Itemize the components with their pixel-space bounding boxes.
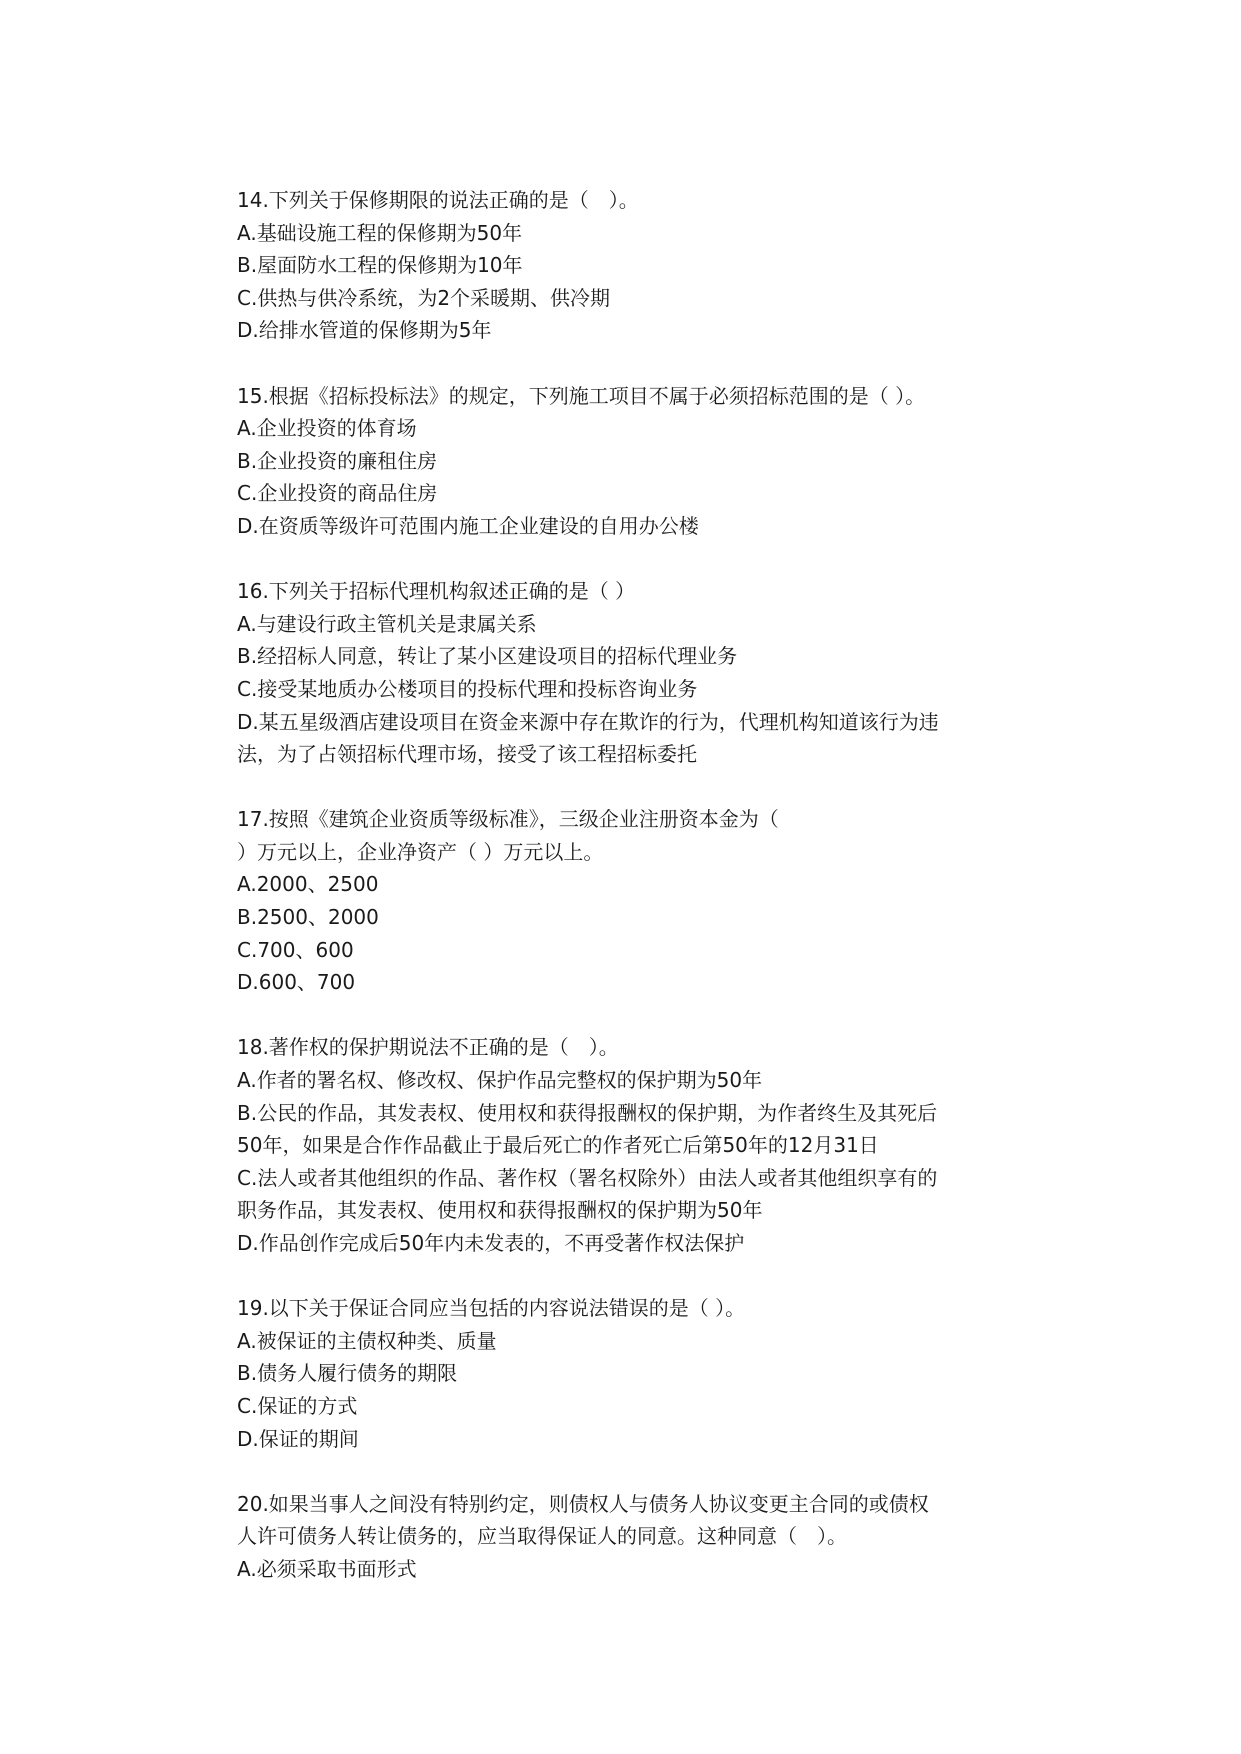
question-stem-continued: 人许可债务人转让债务的，应当取得保证人的同意。这种同意（ ）。 [237, 1524, 847, 1549]
question-list [237, 184, 1017, 1618]
option-d: D.给排水管道的保修期为5年 [237, 318, 492, 343]
question-stem: 17.按照《建筑企业资质等级标准》，三级企业注册资本金为（ [237, 807, 779, 832]
question-19 [237, 1292, 1017, 1455]
option-d: D.保证的期间 [237, 1426, 359, 1451]
option-a: A.企业投资的体育场 [237, 416, 417, 441]
question-17 [237, 803, 1017, 999]
question-15 [237, 380, 1017, 543]
option-c: C.企业投资的商品住房 [237, 481, 438, 506]
option-c: C.法人或者其他组织的作品、著作权（署名权除外）由法人或者其他组织享有的 [237, 1165, 938, 1190]
option-a: A.基础设施工程的保修期为50年 [237, 220, 523, 245]
option-d: D.在资质等级许可范围内施工企业建设的自用办公楼 [237, 513, 699, 538]
option-c: C.供热与供冷系统，为2个采暖期、供冷期 [237, 285, 611, 310]
option-c-continued: 职务作品，其发表权、使用权和获得报酬权的保护期为50年 [237, 1198, 763, 1223]
question-stem: 14.下列关于保修期限的说法正确的是（ ）。 [237, 188, 639, 212]
option-b: B.2500、2000 [237, 905, 379, 930]
option-b: B.公民的作品，其发表权、使用权和获得报酬权的保护期，为作者终生及其死后 [237, 1100, 938, 1125]
option-b: B.债务人履行债务的期限 [237, 1361, 458, 1386]
question-stem: 16.下列关于招标代理机构叙述正确的是（ ） [237, 579, 636, 604]
option-c: C.700、600 [237, 937, 354, 962]
option-b: B.企业投资的廉租住房 [237, 448, 438, 473]
question-stem-continued: ）万元以上，企业净资产（ ）万元以上。 [237, 839, 604, 864]
option-a: A.作者的署名权、修改权、保护作品完整权的保护期为50年 [237, 1068, 763, 1093]
option-d: D.作品创作完成后50年内未发表的，不再受著作权法保护 [237, 1231, 745, 1255]
option-c: C.接受某地质办公楼项目的投标代理和投标咨询业务 [237, 676, 698, 701]
question-16 [237, 575, 1017, 771]
question-18 [237, 1031, 1017, 1259]
question-14 [237, 184, 1017, 347]
option-b-continued: 50年，如果是合作作品截止于最后死亡的作者死亡后第50年的12月31日 [237, 1133, 879, 1158]
question-stem: 19.以下关于保证合同应当包括的内容说法错误的是（ ）。 [237, 1296, 746, 1321]
option-b: B.屋面防水工程的保修期为10年 [237, 253, 523, 278]
option-d: D.某五星级酒店建设项目在资金来源中存在欺诈的行为，代理机构知道该行为违 [237, 709, 939, 734]
question-stem: 18.著作权的保护期说法不正确的是（ ）。 [237, 1035, 619, 1060]
question-20 [237, 1488, 1017, 1586]
option-c: C.保证的方式 [237, 1393, 358, 1418]
question-stem: 20.如果当事人之间没有特别约定，则债权人与债务人协议变更主合同的或债权 [237, 1491, 929, 1516]
option-d: D.600、700 [237, 970, 356, 995]
option-d-continued: 法，为了占领招标代理市场，接受了该工程招标委托 [237, 742, 697, 767]
option-a: A.与建设行政主管机关是隶属关系 [237, 611, 537, 636]
option-b: B.经招标人同意，转让了某小区建设项目的招标代理业务 [237, 644, 738, 669]
option-a: A.被保证的主债权种类、质量 [237, 1328, 497, 1353]
option-a: A.必须采取书面形式 [237, 1556, 417, 1581]
option-a: A.2000、2500 [237, 872, 379, 897]
question-stem: 15.根据《招标投标法》的规定，下列施工项目不属于必须招标范围的是（ ）。 [237, 383, 926, 408]
